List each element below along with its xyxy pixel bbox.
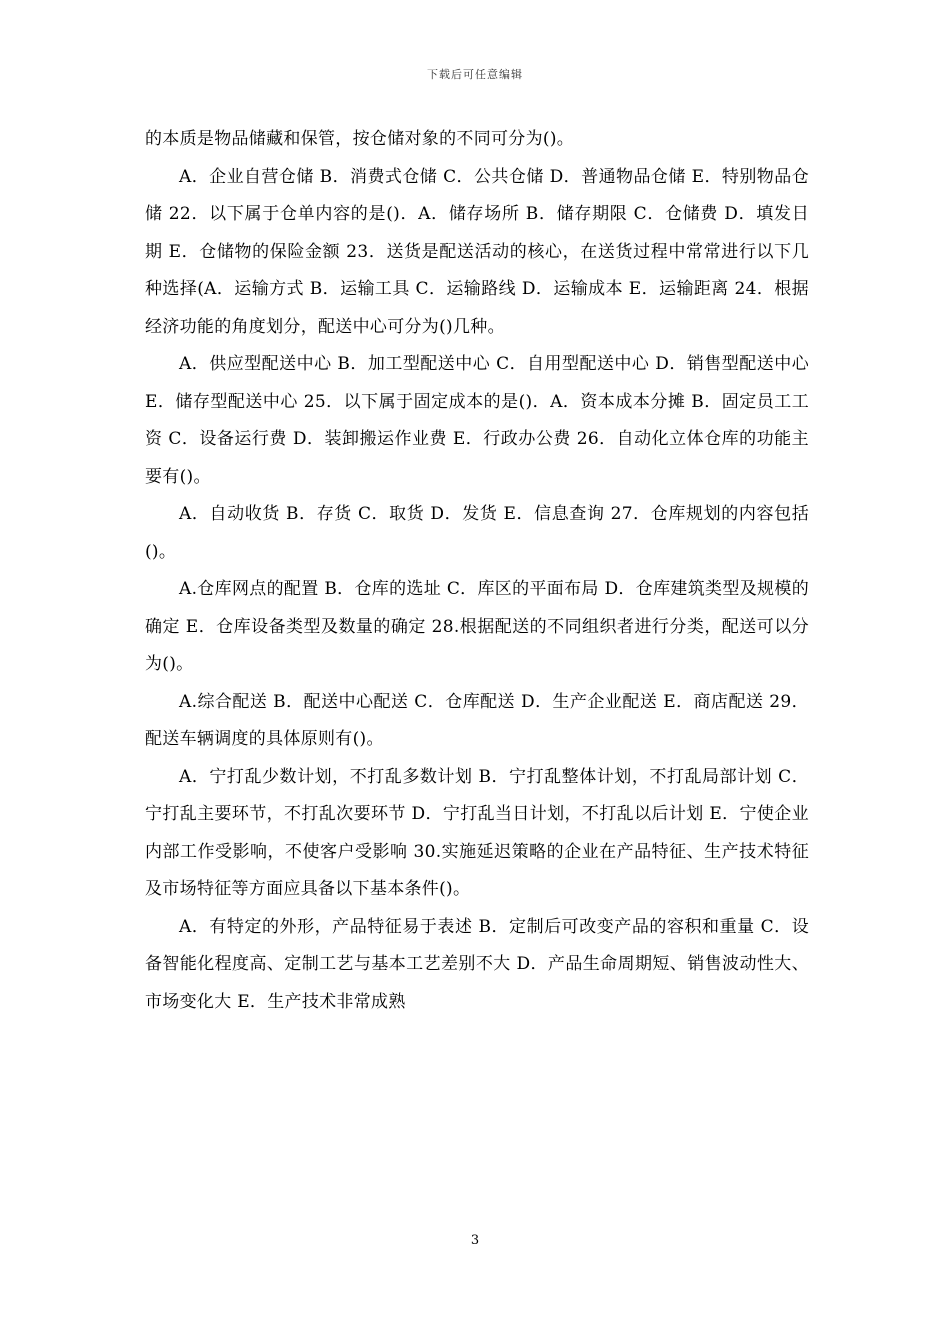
page-header: 下载后可任意编辑 [427,68,523,81]
document-body [145,121,809,1021]
paragraph: A．供应型配送中心 B．加工型配送中心 C．自用型配送中心 D．销售型配送中心 E．储存型配送中心 25．以下属于固定成本的是()．A．资本成本分摊 B．固定员工工资 C．设备运行费 D．装卸搬运作业费 E．行政办公费 26．自动化立体仓库的功能主要有()。 [145,354,809,487]
page-number: 3 [470,1233,480,1248]
paragraph: A.综合配送 B．配送中心配送 C．仓库配送 D．生产企业配送 E．商店配送 29．配送车辆调度的具体原则有()。 [145,691,809,749]
paragraph: 的本质是物品储藏和保管，按仓储对象的不同可分为()。 [145,129,575,149]
paragraph: A．宁打乱少数计划，不打乱多数计划 B．宁打乱整体计划，不打乱局部计划 C．宁打乱主要环节，不打乱次要环节 D．宁打乱当日计划，不打乱以后计划 E．宁使企业内部工作受影响，不使客户受影响 30.实施延迟策略的企业在产品特征、生产技术特征及市场特征等方面应具备以下基本条件()。 [145,766,809,899]
paragraph: A．自动收货 B．存货 C．取货 D．发货 E．信息查询 27．仓库规划的内容包括()。 [145,504,809,562]
paragraph: A.仓库网点的配置 B．仓库的选址 C．库区的平面布局 D．仓库建筑类型及规模的确定 E．仓库设备类型及数量的确定 28.根据配送的不同组织者进行分类，配送可以分为()。 [145,579,809,674]
paragraph: A．有特定的外形，产品特征易于表述 B．定制后可改变产品的容积和重量 C．设备智能化程度高、定制工艺与基本工艺差别不大 D．产品生命周期短、销售波动性大、市场变化大 E．生产技术非常成熟 [145,916,809,1012]
paragraph: A．企业自营仓储 B．消费式仓储 C．公共仓储 D．普通物品仓储 E．特别物品仓储 22．以下属于仓单内容的是()．A．储存场所 B．储存期限 C．仓储费 D．填发日期 E．仓储物的保险金额 23．送货是配送活动的核心，在送货过程中常常进行以下几种选择(A．运输方式 B．运输工具 C．运输路线 D．运输成本 E．运输距离 24．根据经济功能的角度划分，配送中心可分为()几种。 [145,166,809,337]
